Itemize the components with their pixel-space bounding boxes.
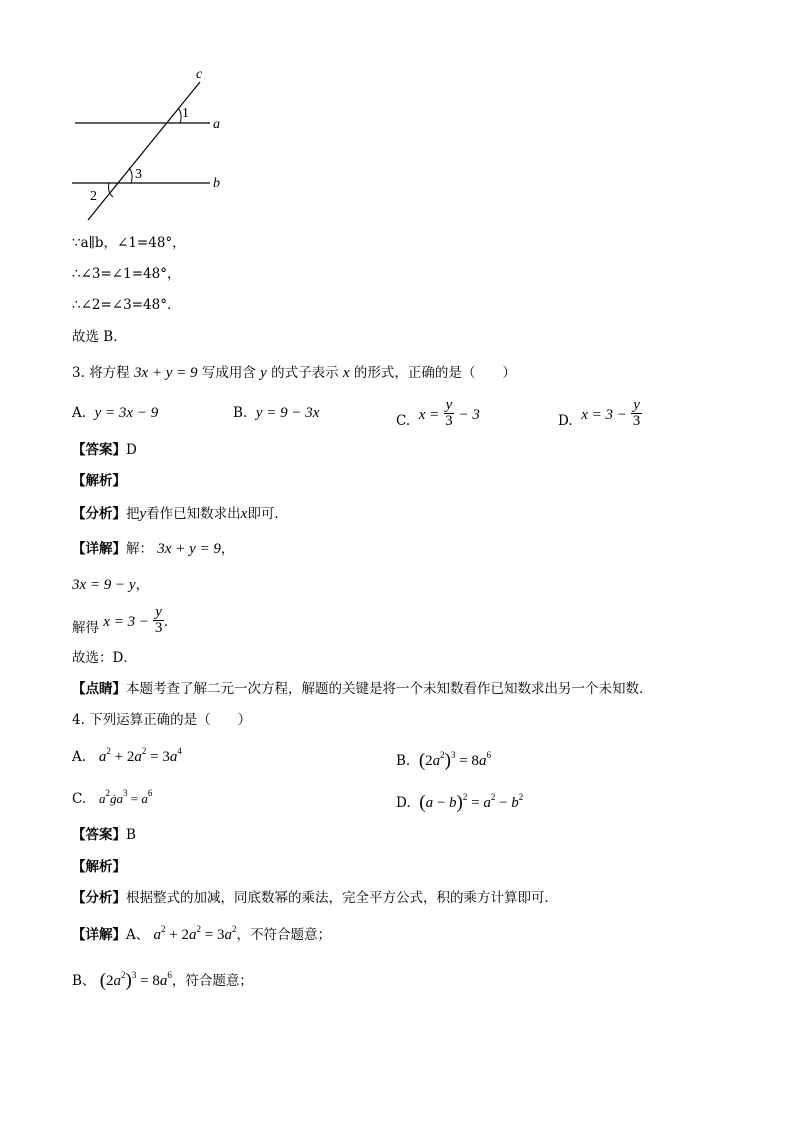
q3-option-c (396, 397, 480, 431)
q4-answer (72, 829, 136, 843)
q3-number: 3. (72, 365, 85, 381)
q4-detail-a-prefix: A、 (126, 927, 150, 943)
q3-conclusion: 故选：D． (72, 650, 137, 666)
q4-fenxi-text: 根据整式的加减，同底数幂的乘法，完全平方公式，积的乘方计算即可． (126, 890, 558, 906)
q3-option-c-fraction: $\frac{y}{3}$ (445, 397, 453, 429)
q4-option-d-formula: $(a - b)^2 = a^2 - b^2$ (419, 792, 524, 813)
q3-option-d-fraction: $\frac{y}{3}$ (632, 397, 641, 429)
q2-conclusion: 故选 B． (72, 329, 127, 345)
q4-detail-tag: 【详解】 (72, 927, 126, 943)
q3-option-b-label: B. (233, 405, 248, 421)
q3-stem-after: 的形式，正确的是（ ） (353, 365, 516, 381)
q3-stem-equation: 3x + y = 9 (133, 365, 198, 381)
q3-fenxi-b: 看作已知数求出 (146, 506, 241, 522)
q3-detail-eq1-tail: ， (220, 541, 235, 557)
q4-detail-b-formula: $(2a^2)^3 = 8a^6$ (99, 970, 172, 991)
q4-detail-a-formula: $a^2 + 2a^2 = 3a^2$ (153, 924, 237, 943)
q3-detail-eq2-tail: ， (135, 577, 150, 593)
q3-stem-var-y: y (260, 365, 267, 381)
label-1: 1 (182, 106, 189, 121)
q3-answer (72, 444, 137, 458)
q3-comment (72, 683, 653, 697)
q3-detail-result-prefix: 解得 (72, 620, 99, 636)
q4-option-c-formula: $a^2ġa^3 = a^6$ (99, 788, 153, 806)
q3-option-d (558, 397, 642, 431)
q3-option-c-label: C. (396, 413, 411, 429)
q3-comment-text: 本题考查了解二元一次方程，解题的关键是将一个未知数看作已知数求出另一个未知数． (126, 681, 653, 697)
q4-option-b-formula: $(2a^2)^3 = 8a^6$ (418, 750, 491, 771)
q3-option-d-label: D. (558, 413, 573, 429)
q3-detail-line2 (72, 578, 149, 593)
q4-detail-b-prefix: B、 (72, 973, 96, 989)
q4-detail-b-tail: ，符合题意； (171, 973, 253, 989)
q3-stem-mid1: 写成用含 (201, 365, 256, 381)
q3-detail (72, 542, 234, 557)
q4-option-b (396, 750, 491, 769)
q4-answer-value: B (126, 827, 136, 843)
q3-analysis-tag: 【解析】 (72, 473, 126, 489)
angle-3-arc (129, 168, 132, 183)
q4-option-a (72, 746, 182, 765)
q3-option-d-lhs: x = 3 − (581, 407, 627, 423)
q4-number: 4. (72, 712, 85, 728)
q3-fenxi-a: 把 (126, 506, 140, 522)
proof-line-3: ∴∠2=∠3=48°． (72, 297, 181, 313)
q3-answer-tag: 【答案】 (72, 442, 126, 458)
q4-stem (72, 714, 251, 728)
q4-option-c-label: C. (72, 791, 87, 807)
q4-detail-b (72, 970, 253, 989)
q4-fenxi (72, 892, 558, 906)
q3-detail-result-lhs: x = 3 − (103, 614, 149, 630)
q3-detail-solve: 解： (126, 541, 153, 557)
q4-analysis-tag: 【解析】 (72, 859, 126, 875)
q3-detail-line3 (72, 604, 178, 638)
q3-option-c-rhs: − 3 (458, 407, 480, 423)
q3-stem (72, 366, 516, 381)
q3-option-a-text: y = 3x − 9 (94, 405, 159, 421)
q3-fenxi-y: y (139, 506, 147, 522)
q3-fenxi (72, 507, 288, 522)
q3-stem-var-x: x (342, 365, 350, 381)
q3-detail-eq2: 3x = 9 − y (72, 577, 136, 593)
q4-option-a-label: A. (72, 749, 87, 765)
q4-detail-a-tail: ，不符合题意； (236, 927, 331, 943)
q4-detail-a (72, 924, 331, 943)
label-b: b (213, 176, 220, 191)
parallel-lines-figure (60, 60, 240, 230)
q4-option-b-label: B. (396, 753, 411, 769)
q3-option-c-lhs: x = (418, 407, 440, 423)
angle-1-arc (178, 108, 181, 123)
q3-answer-value: D (126, 442, 137, 458)
q4-option-d-label: D. (396, 795, 411, 811)
q3-detail-tag: 【详解】 (72, 541, 126, 557)
label-3: 3 (135, 167, 142, 182)
q3-option-a (72, 406, 158, 421)
q3-fenxi-x: x (240, 506, 248, 522)
q3-detail-result-tail: ． (163, 614, 178, 630)
q4-answer-tag: 【答案】 (72, 827, 126, 843)
label-a: a (213, 117, 220, 132)
q3-detail-result-fraction: $\frac{y}{3}$ (154, 604, 163, 636)
q4-option-a-formula: $a^2 + 2a^2 = 3a^4$ (98, 746, 182, 765)
q4-stem-text: 下列运算正确的是（ ） (89, 712, 252, 728)
proof-line-2: ∴∠3=∠1=48°， (72, 266, 181, 282)
q3-option-b-text: y = 9 − 3x (255, 405, 320, 421)
q3-stem-before: 将方程 (89, 365, 130, 381)
q3-fenxi-c: 即可． (247, 506, 288, 522)
label-2: 2 (90, 189, 97, 204)
q4-fenxi-tag: 【分析】 (72, 890, 126, 906)
proof-line-1: ∵a∥b，∠1=48°， (72, 235, 186, 251)
q3-option-a-label: A. (72, 405, 87, 421)
line-c (88, 82, 200, 220)
q3-stem-mid2: 的式子表示 (271, 365, 339, 381)
q3-option-b (233, 406, 319, 421)
q4-option-c (72, 788, 153, 807)
q3-comment-tag: 【点睛】 (72, 681, 126, 697)
q3-fenxi-tag: 【分析】 (72, 506, 126, 522)
q3-detail-eq1: 3x + y = 9 (157, 541, 221, 557)
q4-option-d (396, 792, 523, 811)
label-c: c (196, 67, 203, 82)
